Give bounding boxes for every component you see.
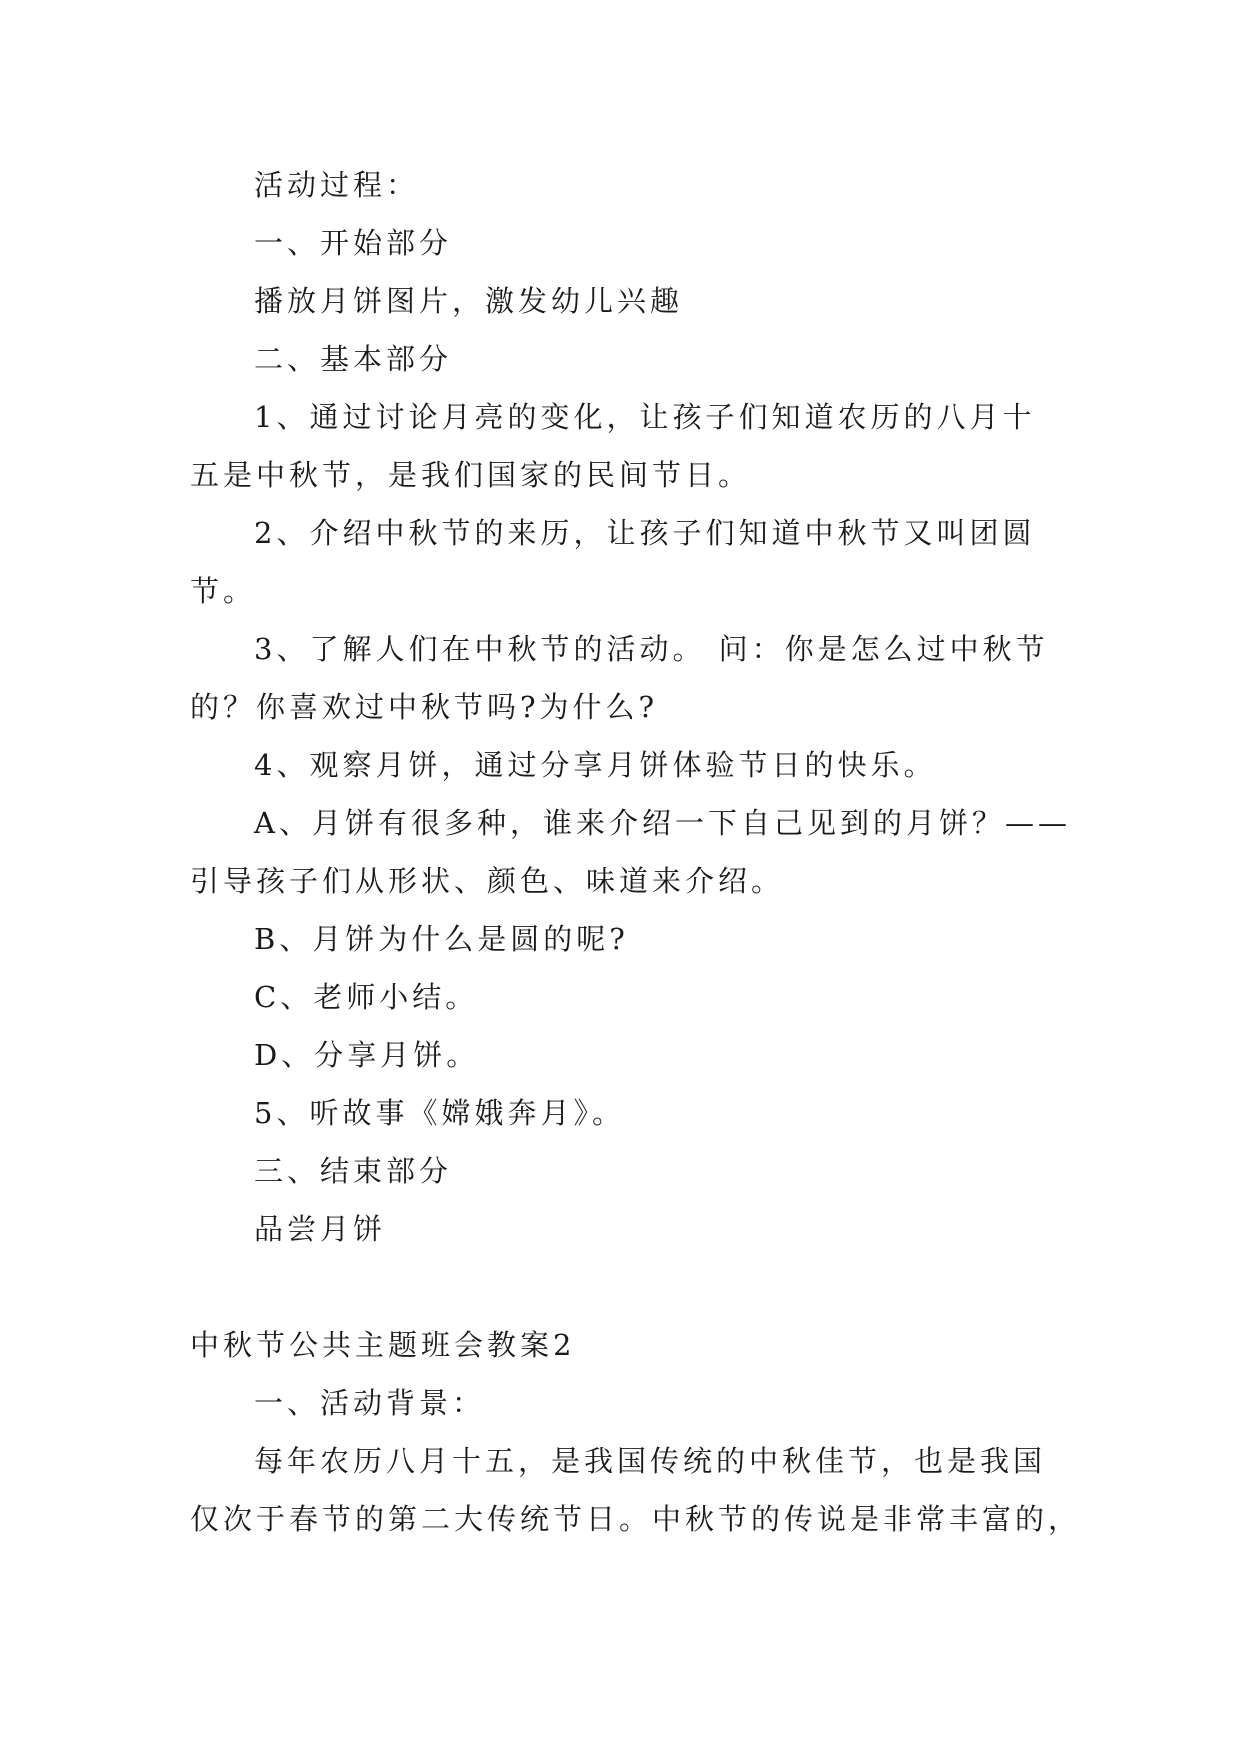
section-heading: 一、活动背景： (254, 1386, 486, 1420)
paragraph-line: 2、介绍中秋节的来历，让孩子们知道中秋节又叫团圆 (254, 516, 1036, 550)
paragraph-line: D、分享月饼。 (254, 1038, 480, 1072)
paragraph-line: 活动过程： (254, 168, 420, 202)
paragraph-line: 3、了解人们在中秋节的活动。 问：你是怎么过中秋节 (254, 632, 1049, 666)
paragraph-line: 五是中秋节，是我们国家的民间节日。 (190, 458, 752, 492)
section-heading: 三、结束部分 (254, 1154, 453, 1188)
paragraph-line: A、月饼有很多种，谁来介绍一下自己见到的月饼？—— (254, 806, 1071, 840)
section-heading: 一、开始部分 (254, 226, 453, 260)
paragraph-line: B、月饼为什么是圆的呢? (254, 922, 629, 956)
paragraph-line: 引导孩子们从形状、颜色、味道来介绍。 (190, 864, 785, 898)
paragraph-line: 每年农历八月十五，是我国传统的中秋佳节，也是我国 (254, 1444, 1047, 1478)
paragraph-line: 仅次于春节的第二大传统节日。中秋节的传说是非常丰富的， (190, 1502, 1082, 1536)
paragraph-line: 节。 (190, 574, 257, 608)
paragraph-line: 品尝月饼 (254, 1212, 387, 1246)
paragraph-line: 4、观察月饼，通过分享月饼体验节日的快乐。 (254, 748, 937, 782)
paragraph-line: C、老师小结。 (254, 980, 479, 1014)
paragraph-line: 5、听故事《嫦娥奔月》。 (254, 1096, 625, 1130)
section-heading: 二、基本部分 (254, 342, 453, 376)
paragraph-line: 播放月饼图片，激发幼儿兴趣 (254, 284, 684, 318)
paragraph-line: 1、通过讨论月亮的变化，让孩子们知道农历的八月十 (254, 400, 1036, 434)
paragraph-line: 的？你喜欢过中秋节吗?为什么? (190, 690, 659, 724)
document-title: 中秋节公共主题班会教案2 (190, 1328, 576, 1362)
